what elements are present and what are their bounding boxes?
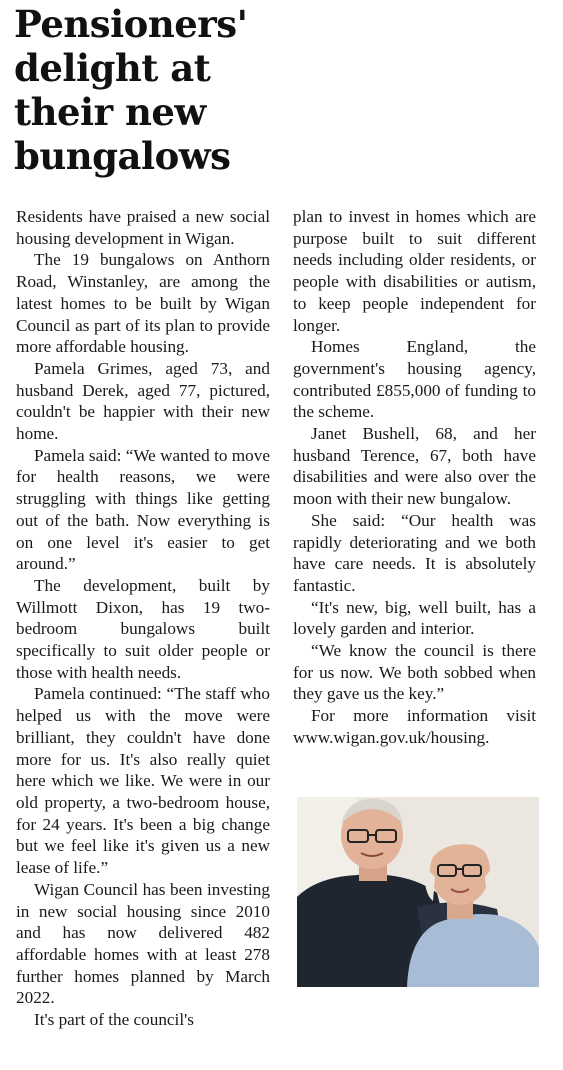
paragraph: Residents have praised a new social housing development in Wigan. [16,207,270,248]
paragraph: Homes England, the government's housing agency, contributed £855,000 of funding to the scheme. [293,337,536,422]
paragraph: Pamela continued: “The staff who helped us with the move were brilliant, they couldn't have done more for us. It's also really quiet here which we like. We were in our old property, a two-bedroom house, for 24 years. It's been a big change but we feel like it's given us a new lease of life.” [16,684,270,878]
paragraph: plan to invest in homes which are purpose built to suit different needs including older residents, or people with disabilities or autism, to keep people independent for longer. [293,207,536,335]
paragraph: For more information visit www.wigan.gov.uk/housing. [293,706,536,747]
paragraph: She said: “Our health was rapidly deteriorating and we both have care needs. It is absolutely fantastic. [293,510,536,595]
paragraph: Janet Bushell, 68, and her husband Terence, 67, both have disabilities and were also over the moon with their new bungalow. [293,424,536,509]
paragraph: The development, built by Willmott Dixon, has 19 two-bedroom bungalows built specifically to suit older people or those with health needs. [16,575,270,682]
headline-line: Pensioners' [14,2,248,46]
headline-line: bungalows [14,134,231,178]
paragraph: Pamela said: “We wanted to move for health reasons, we were struggling with things like getting out of the bath. Now everything is on one level it's easier to get around.” [16,445,270,574]
headline-line: their new [14,90,206,134]
couple-photo [297,797,539,987]
photo-illustration [297,797,539,987]
paragraph: The 19 bungalows on Anthorn Road, Winstanley, are among the latest homes to be built by Wigan Council as part of its plan to provide more affordable housing. [16,250,270,357]
article-column-right [293,206,536,749]
paragraph: It's part of the council's [34,1010,194,1030]
paragraph: Pamela Grimes, aged 73, and husband Derek, aged 77, pictured, couldn't be happier with their new home. [16,358,270,444]
article-headline [14,2,294,178]
paragraph: Wigan Council has been investing in new social housing since 2010 and has now delivered 482 affordable homes with at least 278 further homes planned by March 2022. [16,879,270,1008]
headline-line: delight at [14,46,211,90]
article-column-left [16,206,270,1031]
paragraph: “We know the council is there for us now. We both sobbed when they gave us the key.” [293,641,536,704]
paragraph: “It's new, big, well built, has a lovely garden and interior. [293,597,536,639]
